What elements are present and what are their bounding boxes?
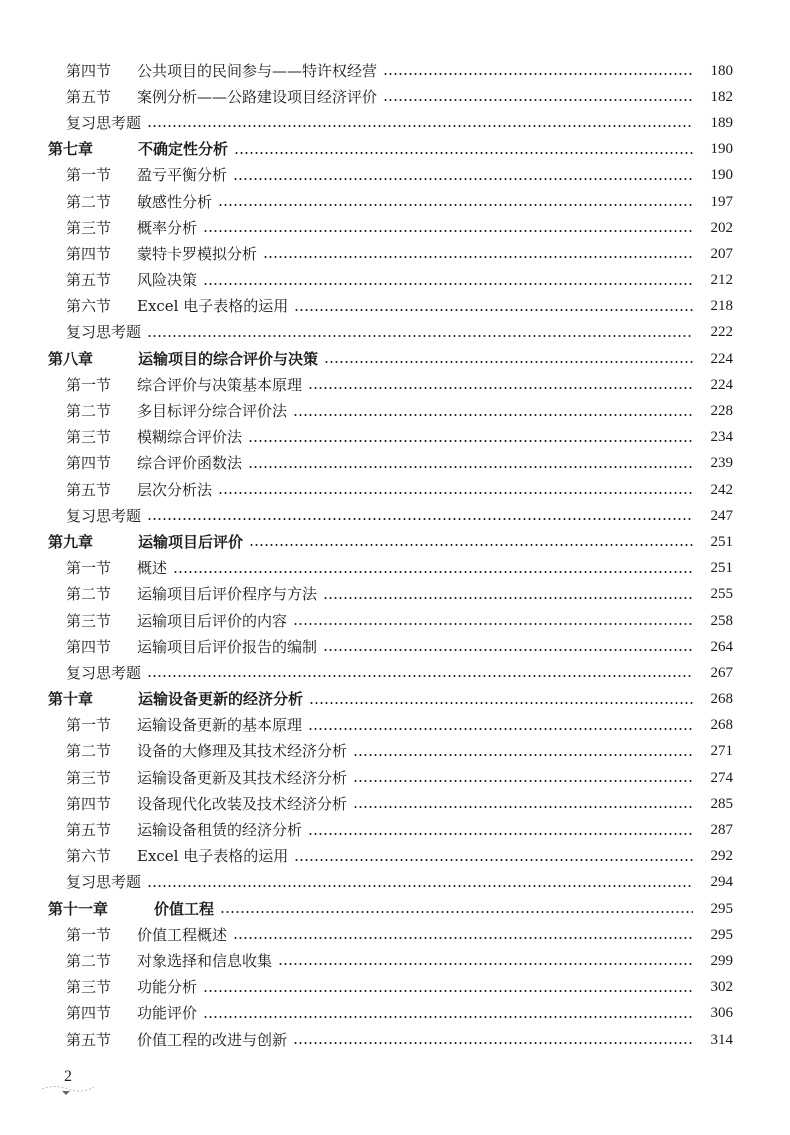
page-number: 2 <box>64 1068 72 1085</box>
toc-section-row <box>0 398 790 424</box>
toc-section-row <box>0 634 790 660</box>
dot-leader <box>147 335 693 337</box>
toc-entry-number: 第一节 <box>66 375 112 394</box>
toc-entry-number: 第三节 <box>66 218 112 237</box>
toc-entry-title: 蒙特卡罗模拟分析 <box>137 244 258 263</box>
toc-entry-number: 复习思考题 <box>66 663 142 682</box>
toc-chapter-row <box>0 346 790 372</box>
toc-entry-number: 第三节 <box>66 611 112 630</box>
toc-entry-number: 第四节 <box>66 454 112 473</box>
toc-section-row <box>0 241 790 267</box>
toc-entry-page: 212 <box>710 272 733 289</box>
dot-leader <box>233 178 693 180</box>
dot-leader <box>324 361 693 363</box>
toc-entry-title: 盈亏平衡分析 <box>137 166 228 185</box>
toc-entry-number: 第二节 <box>66 192 112 211</box>
toc-entry-page: 295 <box>710 926 733 943</box>
dot-leader <box>203 1016 693 1018</box>
toc-entry-title: 公共项目的民间参与——特许权经营 <box>137 61 378 80</box>
toc-entry-title: 价值工程的改进与创新 <box>137 1030 288 1049</box>
toc-review-row <box>0 870 790 896</box>
toc-entry-page: 267 <box>710 664 733 681</box>
dot-leader <box>233 937 693 939</box>
toc-entry-page: 268 <box>710 717 733 734</box>
dot-leader <box>294 309 693 311</box>
toc-entry-title: 综合评价与决策基本原理 <box>137 375 303 394</box>
dot-leader <box>383 73 693 75</box>
toc-entry-page: 287 <box>710 822 733 839</box>
toc-review-row <box>0 110 790 136</box>
toc-section-row <box>0 189 790 215</box>
toc-entry-title: 敏感性分析 <box>137 192 213 211</box>
toc-section-row <box>0 1027 790 1053</box>
toc-entry-page: 302 <box>710 979 733 996</box>
toc-entry-page: 264 <box>710 638 733 655</box>
toc-entry-number: 第五节 <box>66 480 112 499</box>
toc-entry-page: 224 <box>710 376 733 393</box>
dot-leader <box>323 597 693 599</box>
toc-section-row <box>0 922 790 948</box>
dot-leader <box>147 885 693 887</box>
dot-leader <box>203 230 693 232</box>
toc-entry-title: 运输项目后评价 <box>138 532 244 551</box>
toc-entry-page: 222 <box>710 324 733 341</box>
dot-leader <box>218 492 693 494</box>
toc-entry-number: 第四节 <box>66 61 112 80</box>
dot-leader <box>353 780 693 782</box>
toc-entry-title: 运输设备更新的基本原理 <box>137 716 303 735</box>
toc-entry-page: 251 <box>710 533 733 550</box>
toc-entry-title: 概率分析 <box>137 218 198 237</box>
dot-leader <box>293 1042 693 1044</box>
toc-entry-page: 292 <box>710 848 733 865</box>
toc-entry-page: 189 <box>710 114 733 131</box>
toc-entry-title: 运输项目后评价的内容 <box>137 611 288 630</box>
dot-leader <box>218 204 693 206</box>
toc-entry-page: 306 <box>710 1005 733 1022</box>
toc-entry-page: 202 <box>710 219 733 236</box>
toc-entry-title: Excel 电子表格的运用 <box>137 847 289 866</box>
toc-entry-number: 第八章 <box>48 349 94 368</box>
dot-leader <box>203 283 693 285</box>
dot-leader <box>308 728 693 730</box>
toc-entry-page: 197 <box>710 193 733 210</box>
toc-entry-number: 第四节 <box>66 794 112 813</box>
dot-leader <box>309 702 693 704</box>
toc-entry-number: 第三节 <box>66 978 112 997</box>
dot-leader <box>203 990 693 992</box>
dot-leader <box>323 649 693 651</box>
toc-section-row <box>0 451 790 477</box>
toc-section-row <box>0 425 790 451</box>
toc-entry-title: 运输项目后评价程序与方法 <box>137 585 318 604</box>
toc-section-row <box>0 372 790 398</box>
dot-leader <box>220 911 693 913</box>
toc-entry-page: 255 <box>710 586 733 603</box>
toc-entry-title: 运输设备更新及其技术经济分析 <box>137 768 348 787</box>
toc-section-row <box>0 294 790 320</box>
toc-review-row <box>0 320 790 346</box>
toc-entry-page: 258 <box>710 612 733 629</box>
toc-entry-page: 299 <box>710 952 733 969</box>
toc-section-row <box>0 268 790 294</box>
toc-entry-title: 模糊综合评价法 <box>137 428 243 447</box>
toc-chapter-row <box>0 687 790 713</box>
toc-entry-title: 对象选择和信息收集 <box>137 951 273 970</box>
toc-entry-number: 第五节 <box>66 821 112 840</box>
dot-leader <box>263 256 693 258</box>
toc-section-row <box>0 608 790 634</box>
toc-entry-number: 第一节 <box>66 925 112 944</box>
toc-section-row <box>0 948 790 974</box>
toc-entry-title: 不确定性分析 <box>138 140 229 159</box>
toc-entry-page: 268 <box>710 691 733 708</box>
toc-entry-page: 228 <box>710 403 733 420</box>
toc-entry-number: 第五节 <box>66 1030 112 1049</box>
toc-section-row <box>0 1001 790 1027</box>
dot-leader <box>248 440 693 442</box>
toc-entry-title: 价值工程 <box>154 899 215 918</box>
page-footer <box>40 1060 100 1100</box>
toc-entry-page: 251 <box>710 560 733 577</box>
toc-entry-number: 第一节 <box>66 716 112 735</box>
dot-leader <box>308 833 693 835</box>
toc-entry-title: 多目标评分综合评价法 <box>137 402 288 421</box>
toc-entry-title: 设备的大修理及其技术经济分析 <box>137 742 348 761</box>
toc-entry-title: Excel 电子表格的运用 <box>137 297 289 316</box>
toc-chapter-row <box>0 529 790 555</box>
toc-entry-page: 242 <box>710 481 733 498</box>
toc-section-row <box>0 739 790 765</box>
toc-section-row <box>0 765 790 791</box>
dot-leader <box>293 623 693 625</box>
dot-leader <box>249 544 693 546</box>
toc-section-row <box>0 582 790 608</box>
toc-entry-page: 224 <box>710 350 733 367</box>
toc-review-row <box>0 503 790 529</box>
toc-entry-page: 285 <box>710 795 733 812</box>
dot-leader <box>383 99 693 101</box>
toc-entry-number: 第四节 <box>66 1004 112 1023</box>
dot-leader <box>294 859 693 861</box>
toc-entry-title: 运输项目后评价报告的编制 <box>137 637 318 656</box>
toc-entry-page: 274 <box>710 769 733 786</box>
toc-entry-number: 第九章 <box>48 532 94 551</box>
toc-section-row <box>0 791 790 817</box>
toc-entry-title: 运输设备租赁的经济分析 <box>137 821 303 840</box>
toc-entry-page: 247 <box>710 507 733 524</box>
toc-entry-title: 价值工程概述 <box>137 925 228 944</box>
toc-entry-title: 运输项目的综合评价与决策 <box>138 349 319 368</box>
toc-section-row <box>0 215 790 241</box>
toc-entry-title: 层次分析法 <box>137 480 213 499</box>
toc-entry-number: 第三节 <box>66 768 112 787</box>
toc-entry-title: 运输设备更新的经济分析 <box>138 690 304 709</box>
toc-entry-number: 第五节 <box>66 87 112 106</box>
toc-entry-number: 复习思考题 <box>66 323 142 342</box>
toc-entry-number: 第十一章 <box>48 899 109 918</box>
toc-entry-number: 第六节 <box>66 297 112 316</box>
toc-entry-page: 271 <box>710 743 733 760</box>
toc-chapter-row <box>0 896 790 922</box>
toc-entry-number: 第三节 <box>66 428 112 447</box>
footer-ornament-icon <box>40 1082 96 1096</box>
toc-entry-page: 234 <box>710 429 733 446</box>
toc-entry-page: 190 <box>710 141 733 158</box>
dot-leader <box>248 466 693 468</box>
toc-section-row <box>0 713 790 739</box>
dot-leader <box>278 963 693 965</box>
toc-entry-number: 复习思考题 <box>66 873 142 892</box>
toc-section-row <box>0 58 790 84</box>
toc-entry-title: 综合评价函数法 <box>137 454 243 473</box>
toc-section-row <box>0 844 790 870</box>
toc-entry-number: 第四节 <box>66 637 112 656</box>
toc-entry-title: 设备现代化改装及技术经济分析 <box>137 794 348 813</box>
toc-entry-page: 295 <box>710 900 733 917</box>
toc-entry-number: 第七章 <box>48 140 94 159</box>
dot-leader <box>353 806 693 808</box>
toc-entry-page: 314 <box>710 1031 733 1048</box>
dot-leader <box>308 387 693 389</box>
toc-section-row <box>0 84 790 110</box>
dot-leader <box>353 754 693 756</box>
toc-section-row <box>0 817 790 843</box>
toc-entry-number: 第六节 <box>66 847 112 866</box>
toc-entry-title: 风险决策 <box>137 271 198 290</box>
toc-entry-number: 第四节 <box>66 244 112 263</box>
toc-entry-number: 第二节 <box>66 585 112 604</box>
toc-entry-page: 190 <box>710 167 733 184</box>
toc-section-row <box>0 477 790 503</box>
toc-section-row <box>0 556 790 582</box>
toc-entry-page: 182 <box>710 88 733 105</box>
toc-entry-title: 概述 <box>137 559 168 578</box>
dot-leader <box>234 152 693 154</box>
dot-leader <box>293 414 693 416</box>
dot-leader <box>147 125 693 127</box>
toc-entry-number: 第二节 <box>66 742 112 761</box>
toc-entry-page: 207 <box>710 245 733 262</box>
toc-entry-number: 第二节 <box>66 951 112 970</box>
toc-section-row <box>0 163 790 189</box>
toc-chapter-row <box>0 137 790 163</box>
toc-section-row <box>0 975 790 1001</box>
table-of-contents <box>0 58 790 1053</box>
toc-entry-number: 第十章 <box>48 690 94 709</box>
toc-entry-page: 218 <box>710 298 733 315</box>
toc-entry-page: 180 <box>710 62 733 79</box>
toc-entry-number: 复习思考题 <box>66 113 142 132</box>
toc-entry-title: 功能评价 <box>137 1004 198 1023</box>
toc-entry-number: 第一节 <box>66 559 112 578</box>
toc-entry-number: 第二节 <box>66 402 112 421</box>
toc-entry-page: 239 <box>710 455 733 472</box>
toc-entry-title: 案例分析——公路建设项目经济评价 <box>137 87 378 106</box>
toc-entry-number: 第五节 <box>66 271 112 290</box>
toc-entry-page: 294 <box>710 874 733 891</box>
toc-review-row <box>0 660 790 686</box>
toc-entry-number: 第一节 <box>66 166 112 185</box>
dot-leader <box>173 571 693 573</box>
dot-leader <box>147 675 693 677</box>
toc-entry-title: 功能分析 <box>137 978 198 997</box>
dot-leader <box>147 518 693 520</box>
toc-entry-number: 复习思考题 <box>66 506 142 525</box>
